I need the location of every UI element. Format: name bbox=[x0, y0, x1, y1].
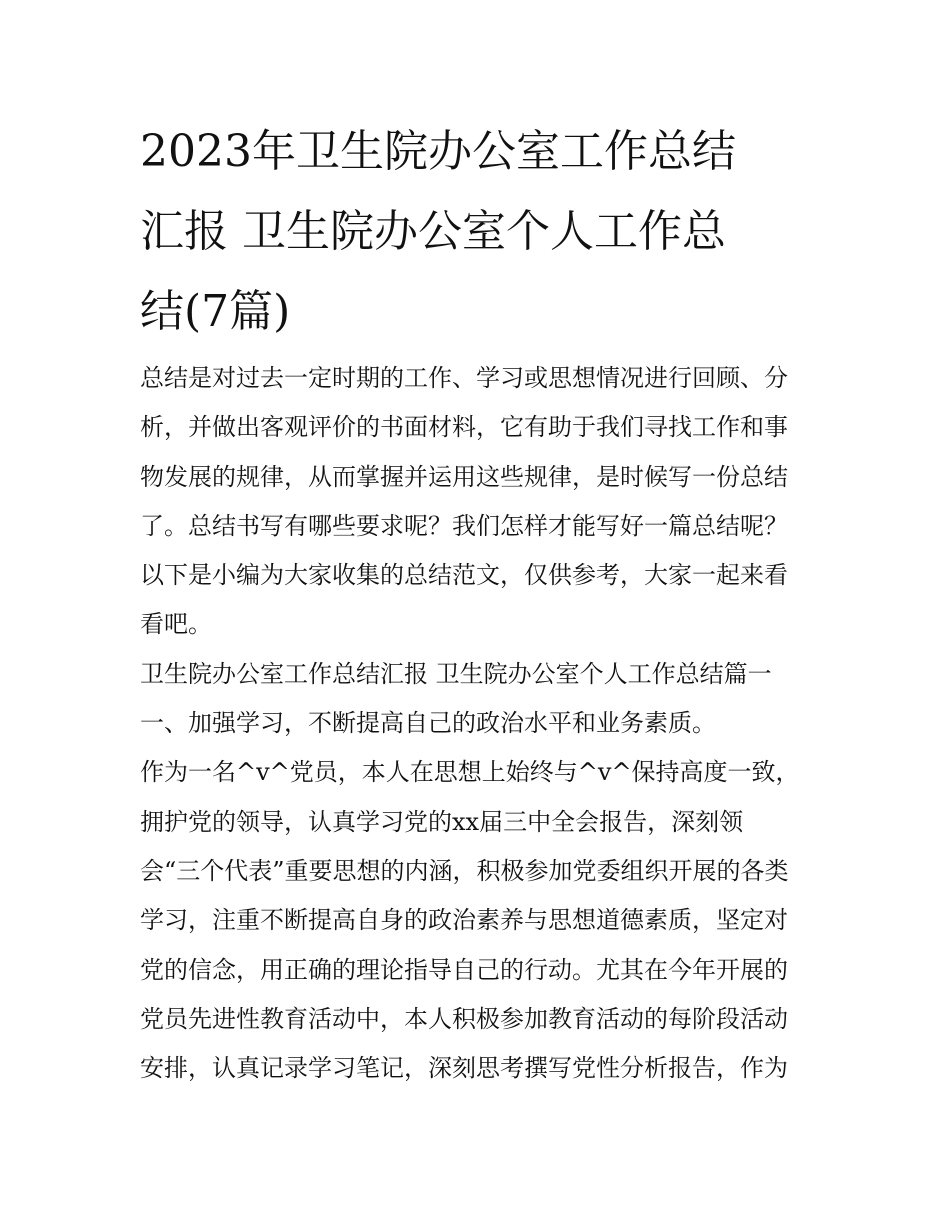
title-line-2: 汇报 卫生院办公室个人工作总 bbox=[140, 206, 726, 257]
body-line: 以下是小编为大家收集的总结范文，仅供参考，大家一起来看 bbox=[140, 561, 788, 590]
body-line: 物发展的规律，从而掌握并运用这些规律，是时候写一份总结 bbox=[140, 462, 788, 491]
body-line: 学习，注重不断提高自身的政治素养与思想道德素质，坚定对 bbox=[140, 906, 788, 935]
body-line: 党员先进性教育活动中，本人积极参加教育活动的每阶段活动 bbox=[140, 1004, 788, 1033]
document-body bbox=[140, 354, 820, 1093]
subsection-heading: 一、加强学习，不断提高自己的政治水平和业务素质。 bbox=[140, 709, 716, 738]
body-line: 作为一名^v^党员，本人在思想上始终与^v^保持高度一致， bbox=[140, 758, 800, 787]
section-heading: 卫生院办公室工作总结汇报 卫生院办公室个人工作总结篇一 bbox=[140, 659, 772, 688]
title-line-3: 结(7篇) bbox=[140, 286, 291, 337]
body-line: 看吧。 bbox=[140, 610, 212, 639]
body-line: 会“三个代表”重要思想的内涵，积极参加党委组织开展的各类 bbox=[140, 856, 789, 885]
title-line-1: 2023年卫生院办公室工作总结 bbox=[140, 126, 736, 177]
body-line: 拥护党的领导，认真学习党的xx届三中全会报告，深刻领 bbox=[140, 807, 744, 836]
body-line: 党的信念，用正确的理论指导自己的行动。尤其在今年开展的 bbox=[140, 955, 788, 984]
document-title bbox=[140, 112, 820, 352]
body-line: 安排，认真记录学习笔记，深刻思考撰写党性分析报告，作为 bbox=[140, 1054, 788, 1083]
body-line: 了。总结书写有哪些要求呢？我们怎样才能写好一篇总结呢？ bbox=[140, 511, 788, 540]
body-line: 总结是对过去一定时期的工作、学习或思想情况进行回顾、分 bbox=[140, 364, 788, 392]
body-line: 析，并做出客观评价的书面材料，它有助于我们寻找工作和事 bbox=[140, 413, 788, 442]
